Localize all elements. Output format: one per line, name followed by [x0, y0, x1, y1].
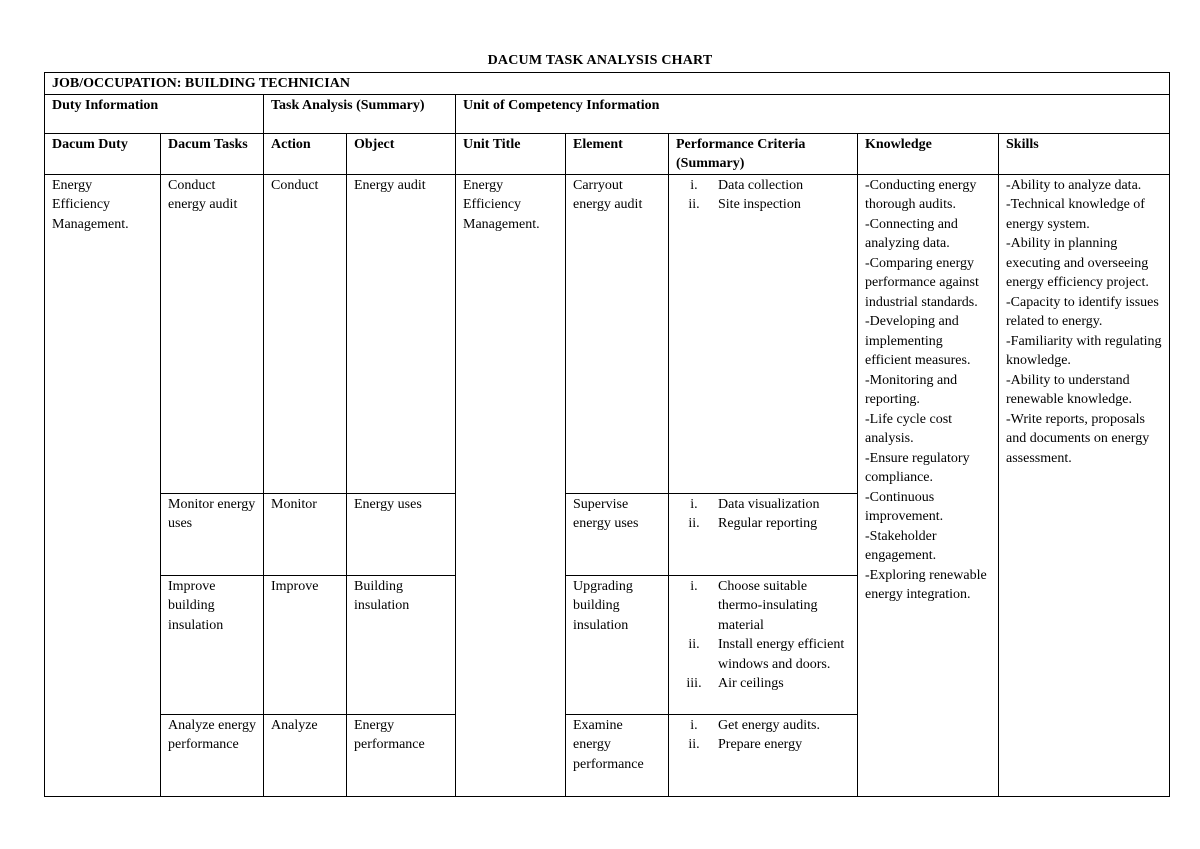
skills-item: -Ability to understand renewable knowledge. — [1006, 372, 1132, 407]
unit-title-cell: Energy Efficiency Management. — [456, 174, 566, 796]
knowledge-item: -Monitoring and reporting. — [865, 372, 958, 407]
criteria-item: i. Data visualization — [690, 496, 820, 512]
col-header-unit-title: Unit Title — [456, 133, 566, 174]
duty-information-header: Duty Information — [45, 94, 264, 133]
dacum-table — [44, 72, 1170, 797]
object-cell: Energy performance — [347, 714, 456, 796]
knowledge-item: -Connecting and analyzing data. — [865, 216, 958, 251]
chart-title: DACUM TASK ANALYSIS CHART — [487, 53, 713, 68]
skills-item: -Write reports, proposals and documents on energy assessment. — [1006, 411, 1150, 466]
criteria-item: i. Get energy audits. — [690, 717, 820, 733]
element-cell: Upgrading building insulation — [566, 575, 669, 714]
element-cell: Carryout energy audit — [566, 174, 669, 493]
col-header-dacum-duty: Dacum Duty — [45, 133, 161, 174]
criteria-item: ii. Install energy efficient windows and doors. — [688, 637, 845, 672]
knowledge-cell — [858, 174, 999, 796]
col-header-element: Element — [566, 133, 669, 174]
performance-criteria-cell — [669, 493, 858, 575]
skills-item: -Technical knowledge of energy system. — [1006, 197, 1145, 232]
task-analysis-header: Task Analysis (Summary) — [264, 94, 456, 133]
criteria-item: i. Choose suitable thermo-insulating material — [690, 578, 818, 633]
criteria-item: i. Data collection — [690, 177, 804, 193]
performance-criteria-cell — [669, 714, 858, 796]
task-cell: Monitor energy uses — [161, 493, 264, 575]
knowledge-item: -Comparing energy performance against industrial standards. — [865, 255, 979, 310]
col-header-object: Object — [347, 133, 456, 174]
knowledge-item: -Ensure regulatory compliance. — [865, 450, 970, 485]
knowledge-item: -Developing and implementing efficient measures. — [865, 314, 971, 368]
object-cell: Energy audit — [347, 174, 456, 493]
task-cell: Conduct energy audit — [161, 174, 264, 493]
object-cell: Building insulation — [347, 575, 456, 714]
col-header-action: Action — [264, 133, 347, 174]
skills-cell — [999, 174, 1170, 796]
object-cell: Energy uses — [347, 493, 456, 575]
table-row — [45, 174, 1170, 493]
knowledge-item: -Life cycle cost analysis. — [865, 411, 953, 446]
action-cell: Analyze — [264, 714, 347, 796]
knowledge-item: -Conducting energy thorough audits. — [865, 177, 977, 212]
criteria-item: ii. Regular reporting — [688, 516, 818, 531]
knowledge-item: -Continuous improvement. — [865, 489, 944, 524]
element-cell: Examine energy performance — [566, 714, 669, 796]
job-occupation: JOB/OCCUPATION: BUILDING TECHNICIAN — [45, 73, 1170, 95]
col-header-skills: Skills — [999, 133, 1170, 174]
performance-criteria-cell — [669, 575, 858, 714]
skills-item: -Capacity to identify issues related to energy. — [1006, 294, 1159, 329]
skills-item: -Ability to analyze data. — [1006, 177, 1142, 193]
knowledge-item: -Stakeholder engagement. — [865, 528, 937, 563]
knowledge-item: -Exploring renewable energy integration. — [865, 567, 987, 602]
element-cell: Supervise energy uses — [566, 493, 669, 575]
criteria-item: iii. Air ceilings — [686, 676, 784, 691]
action-cell: Improve — [264, 575, 347, 714]
performance-criteria-cell — [669, 174, 858, 493]
col-header-dacum-tasks: Dacum Tasks — [161, 133, 264, 174]
criteria-item: ii. Site inspection — [688, 197, 801, 212]
task-cell: Improve building insulation — [161, 575, 264, 714]
action-cell: Conduct — [264, 174, 347, 493]
skills-item: -Familiarity with regulating knowledge. — [1006, 333, 1162, 368]
action-cell: Monitor — [264, 493, 347, 575]
col-header-knowledge: Knowledge — [858, 133, 999, 174]
skills-item: -Ability in planning executing and overseeing energy efficiency project. — [1006, 236, 1149, 290]
col-header-performance-criteria: Performance Criteria (Summary) — [669, 133, 858, 174]
criteria-item: ii. Prepare energy — [688, 737, 803, 752]
unit-of-competency-header: Unit of Competency Information — [456, 94, 1170, 133]
task-cell: Analyze energy performance — [161, 714, 264, 796]
dacum-duty-cell: Energy Efficiency Management. — [45, 174, 161, 796]
